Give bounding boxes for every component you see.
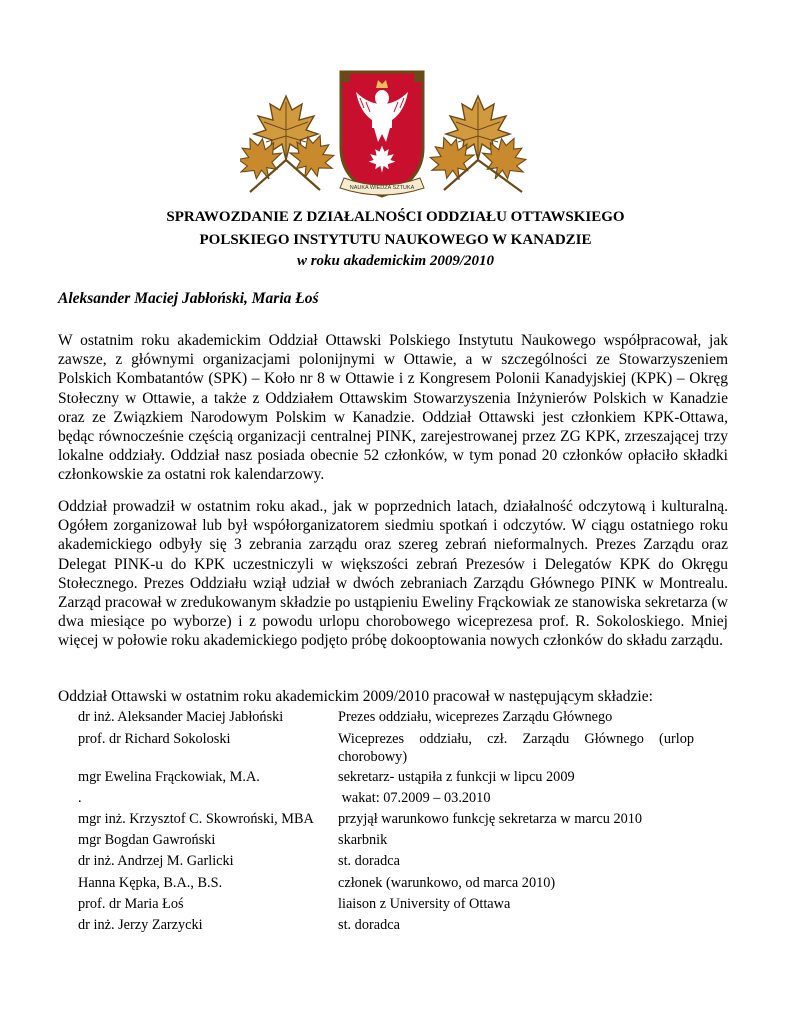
authors-line: Aleksander Maciej Jabłoński, Maria Łoś (58, 290, 319, 307)
member-name: mgr inż. Krzysztof C. Skowroński, MBA (78, 811, 314, 827)
members-intro: Oddział Ottawski w ostatnim roku akademickim 2009/2010 pracował w następującym składzie: (58, 688, 653, 705)
institute-logo-graphic (240, 68, 530, 200)
member-name: mgr Bogdan Gawroński (78, 832, 216, 848)
paragraph-cooperation: W ostatnim roku akademickim Oddział Ottawski Polskiego Instytutu Naukowego współpracował, jak zawsze, z głównymi organizacjami polonijnymi w Ottawie, a w szczególności ze Stowarzyszeniem Polskich Kombatantów (SPK) – Koło nr 8 w Ottawie i z Kongresem Polonii Kanadyjskiej (KPK) – Okręg Stołeczny w Ottawie, a także z Oddziałem Ottawskim Stowarzyszenia Inżynierów Polskich w Kanadzie oraz ze Związkiem Narodowym Polskim w Kanadzie. Oddział Ottawski jest członkiem KPK-Ottawa, będąc równocześnie częścią organizacji centralnej PINK, zarejestrowanej przez ZG KPK, zrzeszającej trzy lokalne oddziały. Oddział nasz posiada obecnie 52 członków, w tym ponad 20 członków opłaciło składki członkowskie za ostatni rok kalendarzowy. (58, 332, 728, 484)
member-role: sekretarz- ustąpiła z funkcji w lipcu 2009 (338, 769, 575, 785)
member-name: prof. dr Richard Sokoloski (78, 731, 231, 747)
member-role: Wiceprezes oddziału, czł. Zarządu Głównego (urlop chorobowy) (338, 731, 694, 765)
member-role: Prezes oddziału, wiceprezes Zarządu Głównego (338, 709, 613, 725)
member-role: liaison z University of Ottawa (338, 896, 511, 912)
member-name: dr inż. Jerzy Zarzycki (78, 917, 203, 933)
member-role: wakat: 07.2009 – 03.2010 (338, 790, 491, 806)
institute-logo (240, 68, 530, 200)
member-name: . (78, 790, 82, 806)
shield-emblem (341, 72, 423, 196)
motto-text: NAUKA WIEDZA SZTUKA (349, 185, 415, 191)
member-name: dr inż. Andrzej M. Garlicki (78, 853, 234, 869)
paragraph-activities: Oddział prowadził w ostatnim roku akad., jak w poprzednich latach, działalność odczytową i kulturalną. Ogółem zorganizował lub był współorganizatorem siedmiu spotkań i odczytów. W ciągu ostatniego roku akademickiego odbyły się 3 zebrania zarządu oraz szereg zebrań nieformalnych. Prezes Zarządu oraz Delegat PINK-u do KPK uczestniczyli w większości zebrań Prezesów i Delegatów KPK do Okręgu Stołecznego. Prezes Oddziału wziął udział w dwóch zebraniach Zarządu Głównego PINK w Montrealu. Zarząd pracował w zredukowanym składzie po ustąpieniu Eweliny Frąckowiak ze stanowiska sekretarza (w dwa miesiące po wyborze) i z powodu urlopu chorobowego wiceprezesa prof. R. Sokoloskiego. Mniej więcej w połowie roku akademickiego podjęto próbę dokooptowania nowych członków do składu zarządu. (58, 498, 728, 650)
member-role: st. doradca (338, 917, 400, 933)
member-role: st. doradca (338, 853, 400, 869)
report-subtitle: w roku akademickim 2009/2010 (296, 253, 495, 269)
member-name: Hanna Kępka, B.A., B.S. (78, 875, 223, 891)
maple-leaf-icon (240, 96, 341, 192)
report-title-line2: POLSKIEGO INSTYTUTU NAUKOWEGO W KANADZIE (199, 232, 592, 248)
report-title-line1: SPRAWOZDANIE Z DZIAŁALNOŚCI ODDZIAŁU OTTAWSKIEGO (166, 209, 625, 225)
member-role: przyjął warunkowo funkcję sekretarza w marcu 2010 (338, 811, 643, 827)
member-name: mgr Ewelina Frąckowiak, M.A. (78, 769, 260, 785)
member-name: prof. dr Maria Łoś (78, 896, 184, 912)
member-name: dr inż. Aleksander Maciej Jabłoński (78, 709, 284, 725)
member-role: członek (warunkowo, od marca 2010) (338, 875, 556, 891)
member-role: skarbnik (338, 832, 388, 848)
maple-leaf-icon (423, 96, 530, 192)
